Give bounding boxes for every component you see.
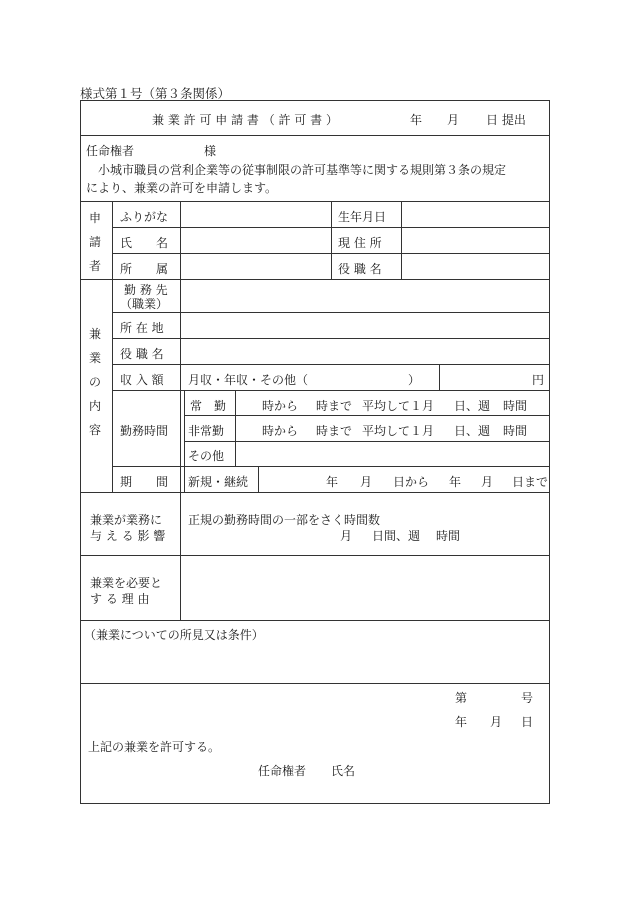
period-type-options[interactable]: 新規・継続: [188, 475, 249, 489]
period-label: 期 間: [120, 475, 169, 489]
period-until-month: 月: [481, 475, 494, 489]
address-field[interactable]: [402, 228, 549, 253]
hours-label: 勤務時間: [120, 424, 169, 438]
affiliation-label: 所 属: [120, 262, 169, 276]
row-divider: [80, 683, 550, 684]
impact-month: 月: [340, 529, 353, 543]
approval-day: 日: [521, 715, 534, 729]
impact-text: 正規の勤務時間の一部をさく時間数: [188, 513, 381, 527]
period-from-day: 日から: [393, 475, 430, 489]
approval-statement: 上記の兼業を許可する。: [88, 740, 221, 754]
other-hours-field[interactable]: [236, 442, 549, 466]
title-year-label: 年: [410, 113, 423, 127]
request-body-line1: 小城市職員の営利企業等の従事制限の許可基準等に関する規則第３条の規定: [98, 163, 507, 177]
row-divider: [112, 390, 550, 391]
furigana-label: ふりがな: [120, 210, 169, 224]
fulltime-average: 平均して１月: [362, 399, 435, 413]
address-label: 現 住 所: [338, 236, 382, 250]
title-submit-label: 日 提出: [486, 113, 526, 127]
income-unit: 円: [532, 373, 545, 387]
period-from-month: 月: [360, 475, 373, 489]
birthdate-label: 生年月日: [338, 210, 387, 224]
fulltime-until: 時まで: [316, 399, 353, 413]
approval-number-prefix: 第: [455, 691, 468, 705]
row-divider: [80, 135, 550, 136]
opinion-field[interactable]: [81, 644, 549, 682]
period-until-day: 日まで: [512, 475, 549, 489]
approval-authority: 任命権者: [258, 764, 307, 778]
col-divider: [331, 201, 332, 279]
reason-label-line2: す る 理 由: [90, 592, 150, 606]
income-close-paren: ）: [408, 373, 421, 387]
fulltime-label: 常 勤: [190, 399, 227, 413]
affiliation-field[interactable]: [181, 254, 331, 279]
content-section-label: 兼業の内容: [88, 327, 101, 437]
employer-field[interactable]: [181, 280, 549, 312]
col-divider: [184, 390, 185, 492]
addressee-authority: 任命権者: [86, 144, 135, 158]
income-label: 収 入 額: [120, 373, 164, 387]
parttime-average: 平均して１月: [362, 424, 435, 438]
name-label: 氏 名: [120, 236, 169, 250]
row-divider: [80, 620, 550, 621]
row-divider: [80, 492, 550, 493]
col-divider: [258, 466, 259, 492]
fulltime-hours: 時間: [503, 399, 528, 413]
approval-name-label: 氏名: [331, 764, 356, 778]
furigana-field[interactable]: [181, 202, 331, 227]
impact-label-line2: 与 え る 影 響: [90, 529, 166, 543]
parttime-label: 非常勤: [188, 424, 225, 438]
income-amount-field[interactable]: [440, 365, 528, 390]
impact-days-week: 日間、週: [372, 529, 421, 543]
row-divider: [112, 466, 550, 467]
form-number: 様式第１号（第３条関係）: [80, 86, 231, 101]
parttime-from: 時から: [262, 424, 299, 438]
location-field[interactable]: [181, 313, 549, 338]
row-divider: [184, 415, 550, 416]
form-title: 兼 業 許 可 申 請 書 （ 許 可 書 ）: [152, 113, 338, 127]
opinion-label: （兼業についての所見又は条件）: [84, 628, 264, 642]
location-label: 所 在 地: [120, 321, 164, 335]
period-from-year: 年: [326, 475, 339, 489]
fulltime-days-week: 日、週: [454, 399, 491, 413]
parttime-until: 時まで: [316, 424, 353, 438]
reason-field[interactable]: [181, 556, 549, 620]
approval-month: 月: [490, 715, 503, 729]
approval-year: 年: [455, 715, 468, 729]
title-month-label: 月: [447, 113, 460, 127]
birthdate-field[interactable]: [402, 202, 549, 227]
job-title-field[interactable]: [181, 339, 549, 364]
col-divider: [112, 201, 113, 492]
addressee-honorific: 様: [204, 144, 217, 158]
income-type-options[interactable]: 月収・年収・その他（: [188, 373, 309, 387]
job-title-label: 役 職 名: [120, 347, 164, 361]
name-field[interactable]: [181, 228, 331, 253]
other-hours-label: その他: [188, 449, 225, 463]
parttime-days-week: 日、週: [454, 424, 491, 438]
employer-label: 勤 務 先: [124, 283, 168, 297]
period-until-year: 年: [449, 475, 462, 489]
fulltime-from: 時から: [262, 399, 299, 413]
applicant-section-label: 申請者: [88, 211, 101, 273]
impact-hours: 時間: [436, 529, 461, 543]
impact-label-line1: 兼業が業務に: [90, 513, 163, 527]
reason-label-line1: 兼業を必要と: [90, 576, 163, 590]
position-field[interactable]: [402, 254, 549, 279]
approval-number-suffix: 号: [521, 691, 534, 705]
request-body-line2: により、兼業の許可を申請します。: [86, 181, 278, 195]
parttime-hours: 時間: [503, 424, 528, 438]
position-label: 役 職 名: [338, 262, 382, 276]
employer-sub-label: （職業）: [120, 297, 169, 311]
